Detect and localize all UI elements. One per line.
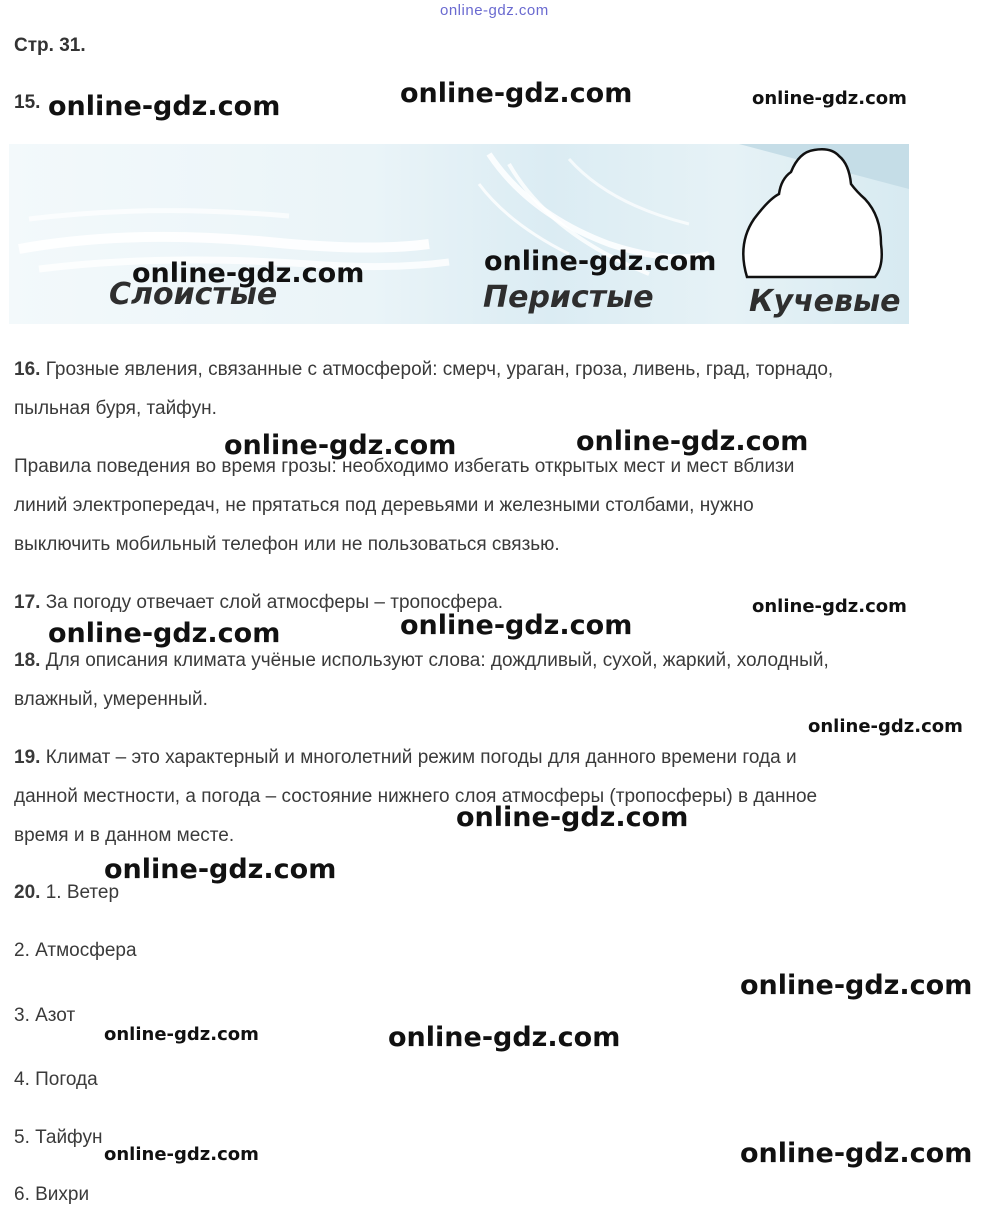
task-20-number: 20. <box>14 882 41 903</box>
task-15-number: 15. <box>14 92 41 113</box>
source-label: online-gdz.com <box>440 2 549 19</box>
task-16-line-1: 16. Грозные явления, связанные с атмосферой: смерч, ураган, гроза, ливень, град, торнадо, <box>14 359 834 380</box>
task-17-number: 17. <box>14 592 41 613</box>
page-title: Стр. 31. <box>14 35 86 56</box>
watermark: online-gdz.com <box>224 430 457 461</box>
watermark: online-gdz.com <box>740 1138 973 1169</box>
watermark: online-gdz.com <box>48 618 281 649</box>
task-19-text: 19. Климат – это характерный и многолетний режим погоды для данного времени года и данной местности, а погода – состояние нижнего слоя атмосферы (тропосферы) в данное время и в данном месте. <box>14 738 817 855</box>
watermark: online-gdz.com <box>576 426 809 457</box>
task-20-item-2: 2. Атмосфера <box>14 940 137 961</box>
rules-line-3: выключить мобильный телефон или не пользоваться связью. <box>14 534 560 555</box>
watermark: online-gdz.com <box>132 258 365 289</box>
clouds-image <box>9 144 909 324</box>
watermark: online-gdz.com <box>400 610 633 641</box>
watermark: online-gdz.com <box>808 716 963 737</box>
task-20-item-4: 4. Погода <box>14 1069 98 1090</box>
task-16-number: 16. <box>14 359 41 380</box>
watermark: online-gdz.com <box>104 1024 259 1045</box>
task-16-text <box>14 350 833 428</box>
cloud-label-stratus: Слоистые <box>109 277 278 312</box>
watermark: online-gdz.com <box>104 1144 259 1165</box>
task-16-rules <box>14 447 794 564</box>
rules-line-2: линий электропередач, не прятаться под деревьями и железными столбами, нужно <box>14 495 754 516</box>
watermark: online-gdz.com <box>456 802 689 833</box>
watermark: online-gdz.com <box>48 91 281 122</box>
cloud-label-cirrus: Перистые <box>483 280 654 315</box>
task-18-line-2: влажный, умеренный. <box>14 689 208 710</box>
watermark: online-gdz.com <box>400 78 633 109</box>
task-16-line-2: пыльная буря, тайфун. <box>14 398 217 419</box>
watermark: online-gdz.com <box>104 854 337 885</box>
task-19-line-2: данной местности, а погода – состояние нижнего слоя атмосферы (тропосферы) в данное <box>14 786 818 807</box>
cloud-label-cumulus: Кучевые <box>749 284 901 319</box>
watermark: online-gdz.com <box>752 88 907 109</box>
watermark: online-gdz.com <box>484 246 717 277</box>
task-20-item-1: 20. 1. Ветер <box>14 882 120 903</box>
task-19-line-3: время и в данном месте. <box>14 825 235 846</box>
task-20-item-6: 6. Вихри <box>14 1184 90 1205</box>
task-18-text: 18. Для описания климата учёные используют слова: дождливый, сухой, жаркий, холодный, влажный, умеренный. <box>14 641 829 719</box>
watermark: online-gdz.com <box>740 970 973 1001</box>
watermark: online-gdz.com <box>388 1022 621 1053</box>
task-19-number: 19. <box>14 747 41 768</box>
task-18-number: 18. <box>14 650 41 671</box>
task-20-item-5: 5. Тайфун <box>14 1127 103 1148</box>
task-17-text: 17. За погоду отвечает слой атмосферы – тропосфера. <box>14 592 504 613</box>
task-20-item-3: 3. Азот <box>14 1005 76 1026</box>
watermark: online-gdz.com <box>752 596 907 617</box>
rules-line-1: Правила поведения во время грозы: необходимо избегать открытых мест и мест вблизи <box>14 456 795 477</box>
